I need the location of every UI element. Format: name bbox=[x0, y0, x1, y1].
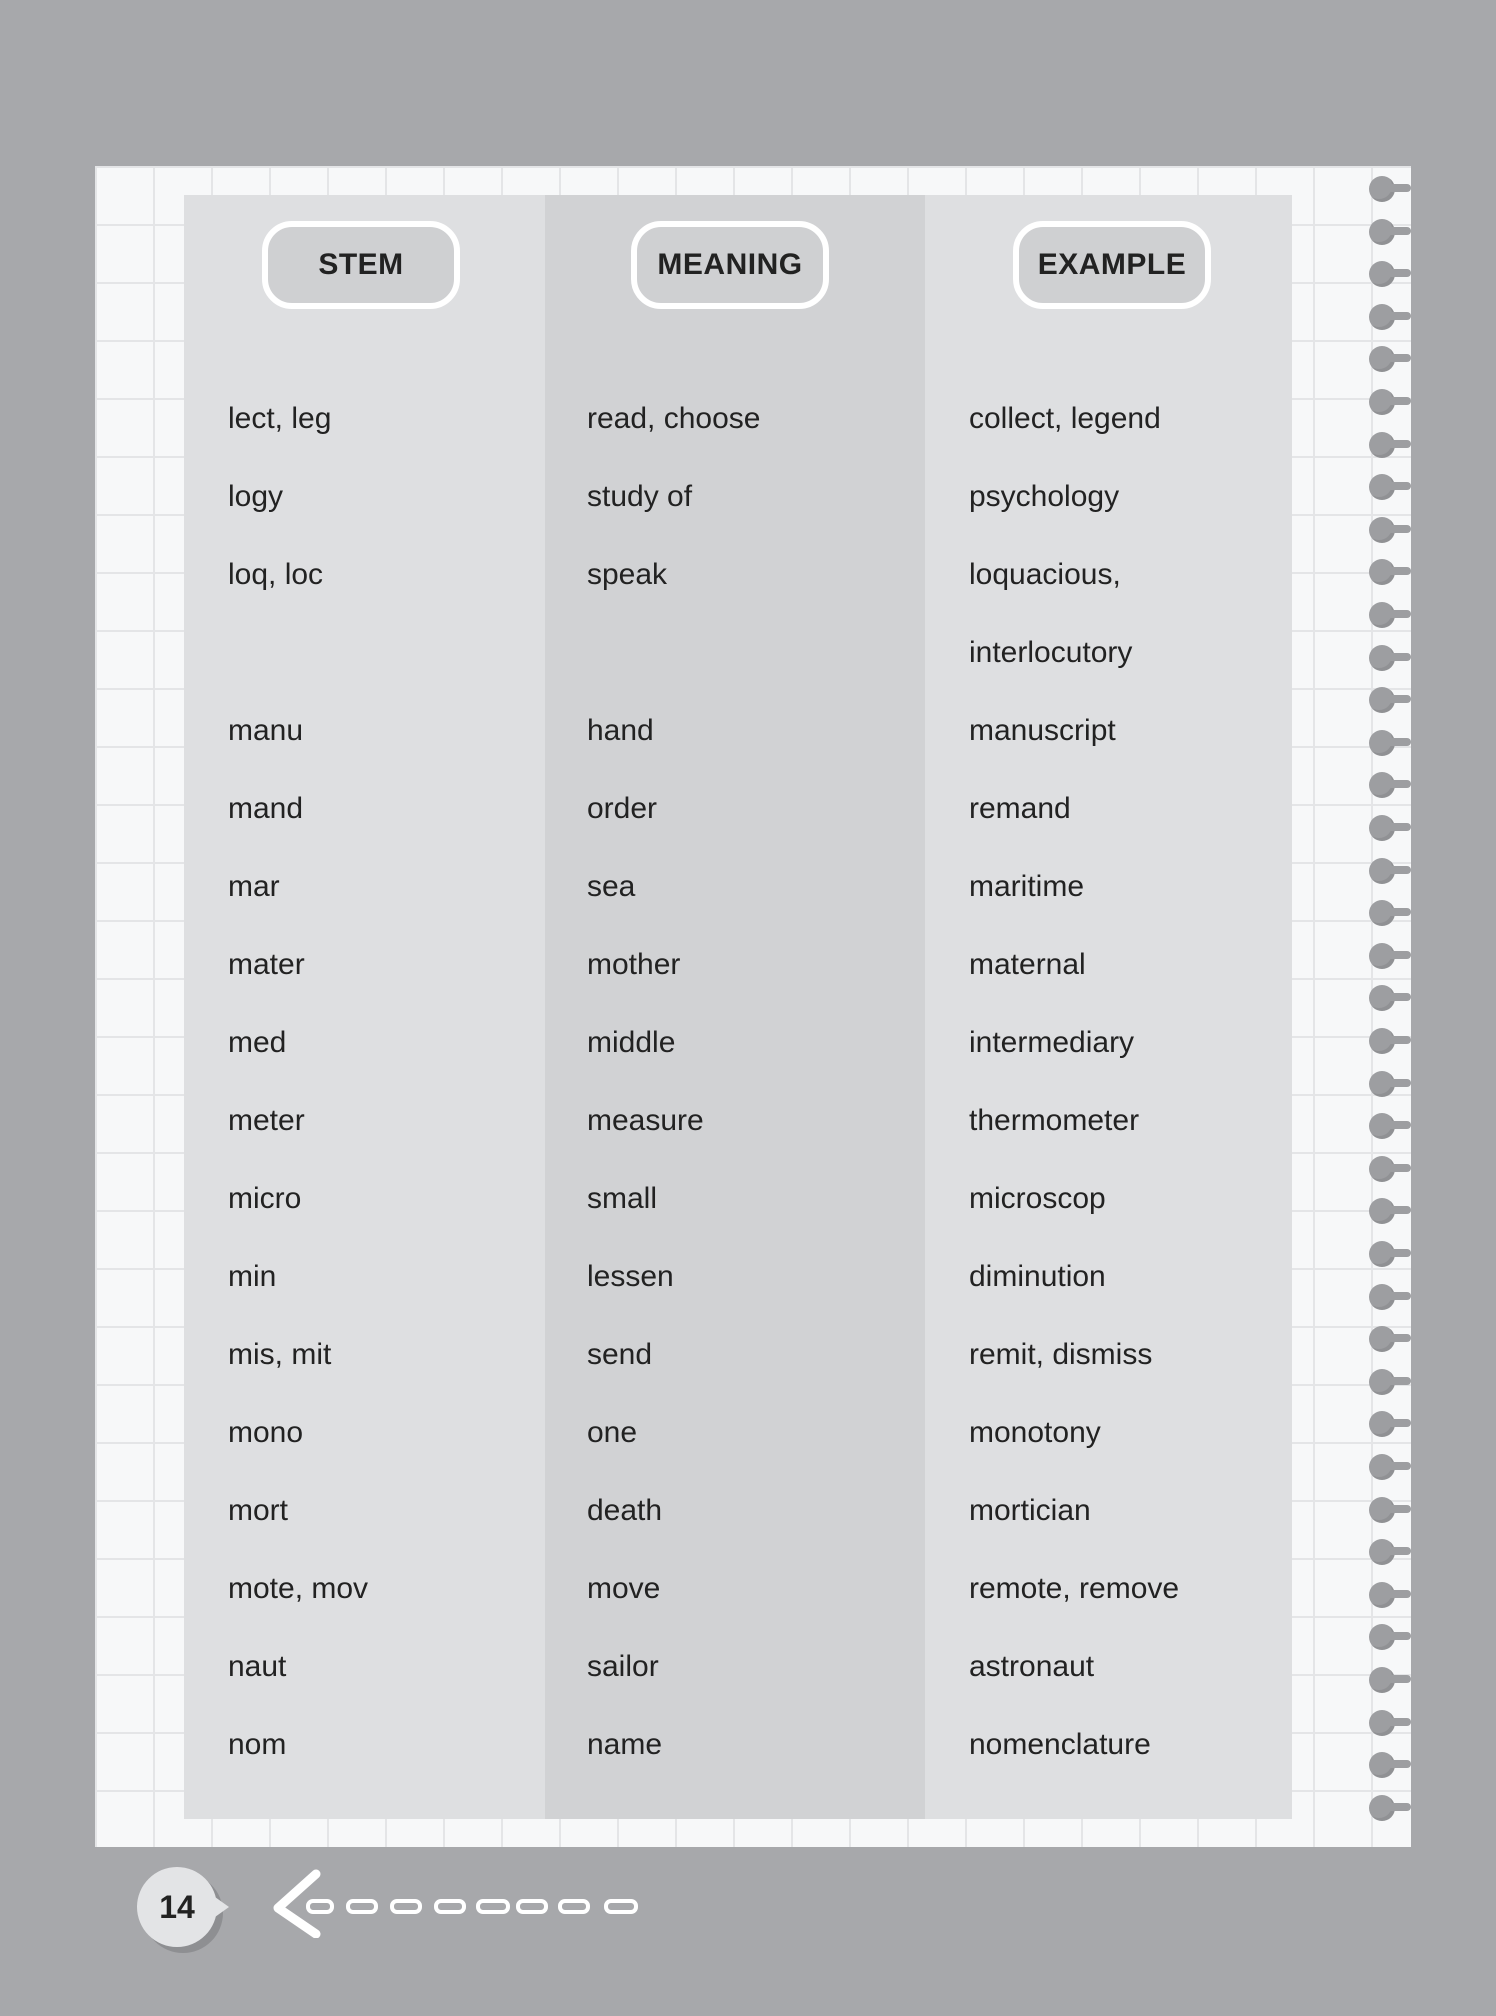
spiral-ring bbox=[1369, 1582, 1395, 1608]
meaning-cell: study of bbox=[587, 480, 693, 513]
stem-cell: mort bbox=[228, 1494, 288, 1527]
example-cell: maritime bbox=[969, 870, 1085, 903]
meaning-cell: sea bbox=[587, 870, 636, 903]
spiral-ring bbox=[1369, 261, 1395, 287]
example-cell: remit, dismiss bbox=[969, 1338, 1153, 1371]
spiral-ring bbox=[1369, 1710, 1395, 1736]
meaning-cell bbox=[545, 624, 925, 636]
spiral-binding bbox=[1364, 176, 1410, 1836]
table-row bbox=[184, 702, 1292, 780]
example-cell: loquacious, bbox=[969, 558, 1121, 591]
table-row bbox=[184, 1404, 1292, 1482]
meaning-cell: measure bbox=[587, 1104, 704, 1137]
spiral-ring bbox=[1369, 1028, 1395, 1054]
spiral-ring bbox=[1369, 985, 1395, 1011]
stem-cell bbox=[184, 624, 545, 636]
table-body bbox=[184, 390, 1292, 1794]
back-arrow-icon bbox=[272, 1868, 652, 1938]
stem-cell: med bbox=[228, 1026, 287, 1059]
spiral-ring bbox=[1369, 1539, 1395, 1565]
meaning-cell: one bbox=[587, 1416, 638, 1449]
example-header: EXAMPLE bbox=[1013, 221, 1211, 309]
example-cell: thermometer bbox=[969, 1104, 1140, 1137]
table-row bbox=[184, 858, 1292, 936]
stem-cell: micro bbox=[228, 1182, 302, 1215]
stem-cell: nom bbox=[228, 1728, 287, 1761]
table-row bbox=[184, 936, 1292, 1014]
spiral-ring bbox=[1369, 1284, 1395, 1310]
table-row bbox=[184, 1326, 1292, 1404]
table-row bbox=[184, 390, 1292, 468]
page-number: 14 bbox=[137, 1867, 217, 1947]
stem-cell: logy bbox=[228, 480, 284, 513]
table-row bbox=[184, 1092, 1292, 1170]
example-cell: mortician bbox=[969, 1494, 1091, 1527]
table-row bbox=[184, 1482, 1292, 1560]
meaning-cell: speak bbox=[587, 558, 668, 591]
meaning-cell: read, choose bbox=[587, 402, 761, 435]
spiral-ring bbox=[1369, 730, 1395, 756]
meaning-cell: middle bbox=[587, 1026, 676, 1059]
table-row bbox=[184, 1638, 1292, 1716]
example-cell: remote, remove bbox=[969, 1572, 1180, 1605]
meaning-cell: lessen bbox=[587, 1260, 674, 1293]
spiral-ring bbox=[1369, 1795, 1395, 1821]
example-cell: astronaut bbox=[969, 1650, 1095, 1683]
spiral-ring bbox=[1369, 1454, 1395, 1480]
table-row bbox=[184, 468, 1292, 546]
spiral-ring bbox=[1369, 176, 1395, 202]
spiral-ring bbox=[1369, 1369, 1395, 1395]
meaning-cell: name bbox=[587, 1728, 663, 1761]
stem-cell: mono bbox=[228, 1416, 304, 1449]
spiral-ring bbox=[1369, 1156, 1395, 1182]
example-cell: maternal bbox=[969, 948, 1086, 981]
table-row bbox=[184, 1170, 1292, 1248]
stem-cell: mand bbox=[228, 792, 304, 825]
stem-cell: mater bbox=[228, 948, 305, 981]
meaning-cell: send bbox=[587, 1338, 653, 1371]
stem-cell: mis, mit bbox=[228, 1338, 332, 1371]
spiral-ring bbox=[1369, 559, 1395, 585]
stem-cell: min bbox=[228, 1260, 277, 1293]
meaning-cell: death bbox=[587, 1494, 663, 1527]
spiral-ring bbox=[1369, 1497, 1395, 1523]
spiral-ring bbox=[1369, 474, 1395, 500]
stem-cell: loq, loc bbox=[228, 558, 324, 591]
meaning-cell: mother bbox=[587, 948, 681, 981]
stem-table bbox=[184, 195, 1292, 1819]
example-cell: remand bbox=[969, 792, 1071, 825]
stem-cell: naut bbox=[228, 1650, 287, 1683]
meaning-cell: order bbox=[587, 792, 658, 825]
spiral-ring bbox=[1369, 1752, 1395, 1778]
example-cell: interlocutory bbox=[969, 636, 1133, 669]
spiral-ring bbox=[1369, 1624, 1395, 1650]
example-cell: psychology bbox=[969, 480, 1120, 513]
stem-header: STEM bbox=[262, 221, 460, 309]
example-cell: microscop bbox=[969, 1182, 1106, 1215]
table-row bbox=[184, 1248, 1292, 1326]
spiral-ring bbox=[1369, 815, 1395, 841]
example-cell: nomenclature bbox=[969, 1728, 1151, 1761]
meaning-cell: hand bbox=[587, 714, 654, 747]
spiral-ring bbox=[1369, 687, 1395, 713]
spiral-ring bbox=[1369, 1113, 1395, 1139]
example-cell: intermediary bbox=[969, 1026, 1135, 1059]
spiral-ring bbox=[1369, 1198, 1395, 1224]
table-row bbox=[184, 1014, 1292, 1092]
example-cell: monotony bbox=[969, 1416, 1101, 1449]
spiral-ring bbox=[1369, 772, 1395, 798]
table-row bbox=[184, 624, 1292, 702]
spiral-ring bbox=[1369, 304, 1395, 330]
stem-cell: mote, mov bbox=[228, 1572, 369, 1605]
meaning-cell: move bbox=[587, 1572, 661, 1605]
spiral-ring bbox=[1369, 645, 1395, 671]
example-cell: diminution bbox=[969, 1260, 1106, 1293]
spiral-ring bbox=[1369, 346, 1395, 372]
spiral-ring bbox=[1369, 1667, 1395, 1693]
meaning-cell: small bbox=[587, 1182, 658, 1215]
spiral-ring bbox=[1369, 900, 1395, 926]
spiral-ring bbox=[1369, 602, 1395, 628]
spiral-ring bbox=[1369, 943, 1395, 969]
spiral-ring bbox=[1369, 517, 1395, 543]
table-row bbox=[184, 1716, 1292, 1794]
table-row bbox=[184, 1560, 1292, 1638]
spiral-ring bbox=[1369, 389, 1395, 415]
spiral-ring bbox=[1369, 1241, 1395, 1267]
spiral-ring bbox=[1369, 1411, 1395, 1437]
stem-cell: mar bbox=[228, 870, 280, 903]
spiral-ring bbox=[1369, 432, 1395, 458]
table-row bbox=[184, 546, 1292, 624]
stem-cell: lect, leg bbox=[228, 402, 332, 435]
example-cell: collect, legend bbox=[969, 402, 1161, 435]
example-cell: manuscript bbox=[969, 714, 1116, 747]
stem-cell: meter bbox=[228, 1104, 305, 1137]
spiral-ring bbox=[1369, 1326, 1395, 1352]
meaning-cell: sailor bbox=[587, 1650, 659, 1683]
spiral-ring bbox=[1369, 219, 1395, 245]
spiral-ring bbox=[1369, 858, 1395, 884]
table-row bbox=[184, 780, 1292, 858]
meaning-header: MEANING bbox=[631, 221, 829, 309]
stem-cell: manu bbox=[228, 714, 304, 747]
spiral-ring bbox=[1369, 1071, 1395, 1097]
